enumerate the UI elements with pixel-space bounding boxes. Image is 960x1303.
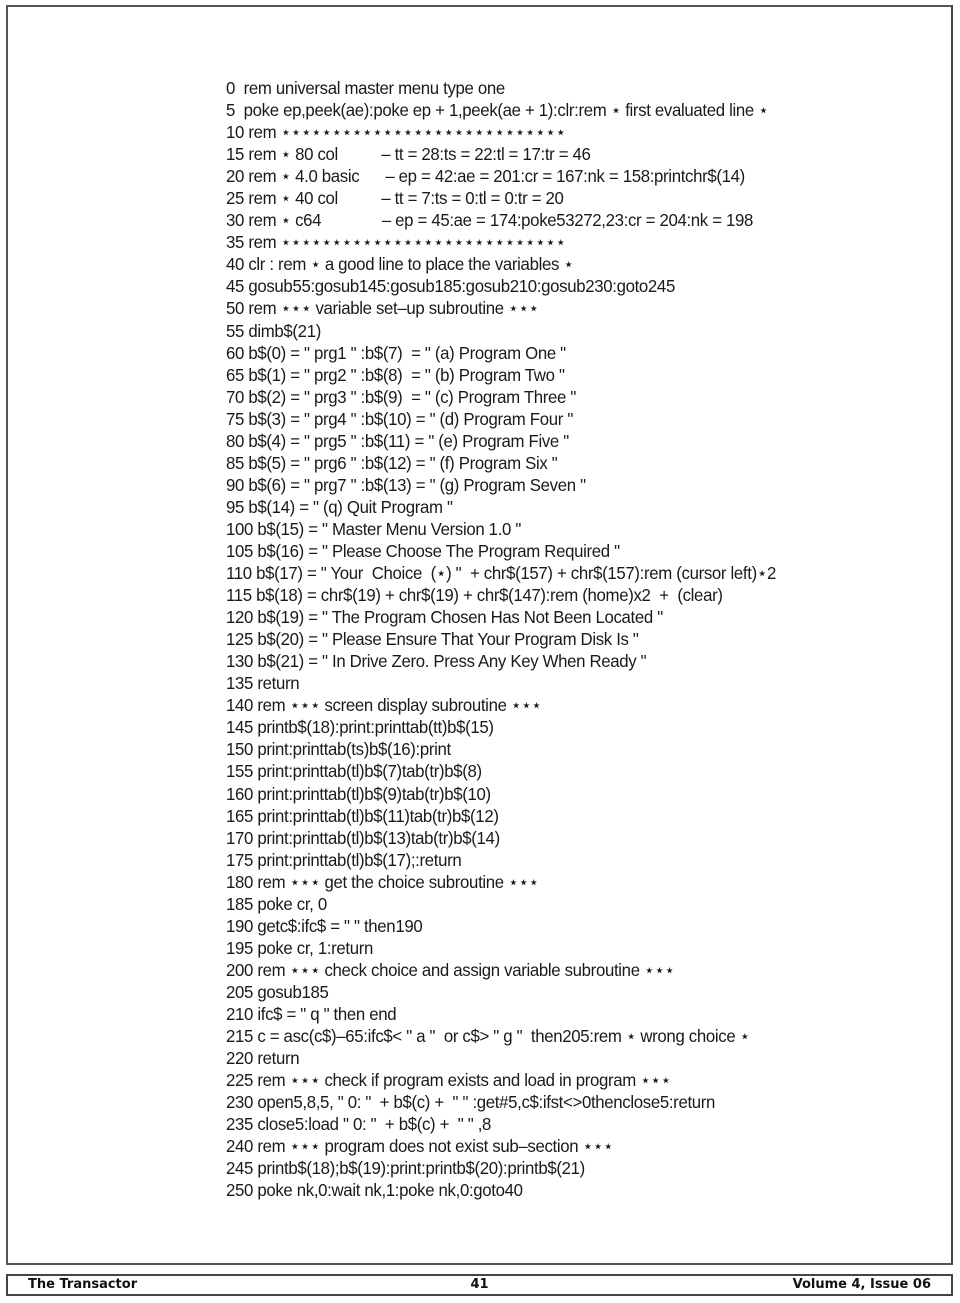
code-line: 20 rem ⋆ 4.0 basic – ep = 42:ae = 201:cr = 167:nk = 158:printchr$(14) [226, 166, 745, 187]
code-line: 150 print:printtab(ts)b$(16):print [226, 739, 451, 760]
code-line: 120 b$(19) = " The Program Chosen Has Not Been Located " [226, 607, 663, 628]
code-line: 75 b$(3) = " prg4 " :b$(10) = " (d) Program Four " [226, 408, 573, 429]
code-line: 0 rem universal master menu type one [226, 78, 505, 98]
code-line: 245 printb$(18);b$(19):print:printb$(20):printb$(21) [226, 1158, 585, 1179]
code-line: 160 print:printtab(tl)b$(9)tab(tr)b$(10) [226, 783, 491, 804]
code-line: 80 b$(4) = " prg5 " :b$(11) = " (e) Program Five " [226, 430, 569, 451]
code-line: 240 rem ⋆⋆⋆ program does not exist sub–section ⋆⋆⋆ [226, 1136, 614, 1157]
code-line: 100 b$(15) = " Master Menu Version 1.0 " [226, 518, 521, 539]
code-line: 230 open5,8,5, " 0: " + b$(c) + " " :get#5,c$:ifst<>0thenclose5:return [226, 1092, 716, 1113]
code-line: 50 rem ⋆⋆⋆ variable set–up subroutine ⋆⋆⋆ [226, 298, 539, 319]
code-line: 125 b$(20) = " Please Ensure That Your Program Disk Is " [226, 629, 639, 650]
footer-page-number: 41 [470, 1277, 489, 1292]
code-line: 145 printb$(18):print:printtab(tt)b$(15) [226, 717, 494, 738]
code-line: 45 gosub55:gosub145:gosub185:gosub210:gosub230:goto245 [226, 276, 675, 297]
footer-issue: Volume 4, Issue 06 [792, 1277, 931, 1292]
code-line: 185 poke cr, 0 [226, 893, 327, 914]
code-line: 130 b$(21) = " In Drive Zero. Press Any Key When Ready " [226, 651, 647, 672]
code-line: 175 print:printtab(tl)b$(17);:return [226, 849, 462, 870]
code-line: 60 b$(0) = " prg1 " :b$(7) = " (a) Program One " [226, 342, 566, 363]
code-line: 95 b$(14) = " (q) Quit Program " [226, 496, 453, 517]
code-line: 155 print:printtab(tl)b$(7)tab(tr)b$(8) [226, 761, 482, 782]
code-line: 210 ifc$ = " q " then end [226, 1003, 397, 1024]
code-line: 140 rem ⋆⋆⋆ screen display subroutine ⋆⋆⋆ [226, 695, 542, 716]
code-line: 200 rem ⋆⋆⋆ check choice and assign variable subroutine ⋆⋆⋆ [226, 959, 675, 980]
code-line: 10 rem ⋆⋆⋆⋆⋆⋆⋆⋆⋆⋆⋆⋆⋆⋆⋆⋆⋆⋆⋆⋆⋆⋆⋆⋆⋆⋆⋆⋆ [226, 122, 566, 143]
code-line: 205 gosub185 [226, 981, 329, 1002]
code-line: 90 b$(6) = " prg7 " :b$(13) = " (g) Program Seven " [226, 474, 586, 495]
code-line: 35 rem ⋆⋆⋆⋆⋆⋆⋆⋆⋆⋆⋆⋆⋆⋆⋆⋆⋆⋆⋆⋆⋆⋆⋆⋆⋆⋆⋆⋆ [226, 232, 566, 253]
code-line: 250 poke nk,0:wait nk,1:poke nk,0:goto40 [226, 1180, 523, 1201]
footer-publication-name: The Transactor [28, 1277, 138, 1292]
basic-program-listing [226, 77, 866, 1201]
page-footer [6, 1274, 953, 1296]
code-line: 235 close5:load " 0: " + b$(c) + " " ,8 [226, 1114, 492, 1135]
code-line: 55 dimb$(21) [226, 320, 321, 341]
code-line: 85 b$(5) = " prg6 " :b$(12) = " (f) Program Six " [226, 452, 558, 473]
code-line: 115 b$(18) = chr$(19) + chr$(19) + chr$(147):rem (home)x2 + (clear) [226, 585, 723, 606]
code-line: 215 c = asc(c$)–65:ifc$< " a " or c$> " g " then205:rem ⋆ wrong choice ⋆ [226, 1026, 750, 1047]
code-line: 180 rem ⋆⋆⋆ get the choice subroutine ⋆⋆⋆ [226, 871, 539, 892]
code-line: 165 print:printtab(tl)b$(11)tab(tr)b$(12) [226, 805, 499, 826]
code-line: 195 poke cr, 1:return [226, 937, 374, 958]
code-line: 5 poke ep,peek(ae):poke ep + 1,peek(ae + 1):clr:rem ⋆ first evaluated line ⋆ [226, 100, 769, 121]
code-line: 225 rem ⋆⋆⋆ check if program exists and load in program ⋆⋆⋆ [226, 1070, 671, 1091]
code-line: 190 getc$:ifc$ = " " then190 [226, 915, 423, 936]
code-line: 70 b$(2) = " prg3 " :b$(9) = " (c) Program Three " [226, 386, 577, 407]
code-line: 220 return [226, 1048, 300, 1069]
code-line: 40 clr : rem ⋆ a good line to place the variables ⋆ [226, 254, 574, 275]
code-line: 170 print:printtab(tl)b$(13)tab(tr)b$(14) [226, 827, 500, 848]
code-line: 110 b$(17) = " Your Choice (⋆) " + chr$(157) + chr$(157):rem (cursor left)⋆2 [226, 563, 777, 584]
code-line: 30 rem ⋆ c64 – ep = 45:ae = 174:poke53272,23:cr = 204:nk = 198 [226, 210, 754, 231]
code-line: 105 b$(16) = " Please Choose The Program Required " [226, 540, 620, 561]
code-line: 15 rem ⋆ 80 col – tt = 28:ts = 22:tl = 17:tr = 46 [226, 144, 591, 165]
code-line: 135 return [226, 673, 300, 694]
code-line: 25 rem ⋆ 40 col – tt = 7:ts = 0:tl = 0:tr = 20 [226, 188, 564, 209]
code-line: 65 b$(1) = " prg2 " :b$(8) = " (b) Program Two " [226, 364, 565, 385]
